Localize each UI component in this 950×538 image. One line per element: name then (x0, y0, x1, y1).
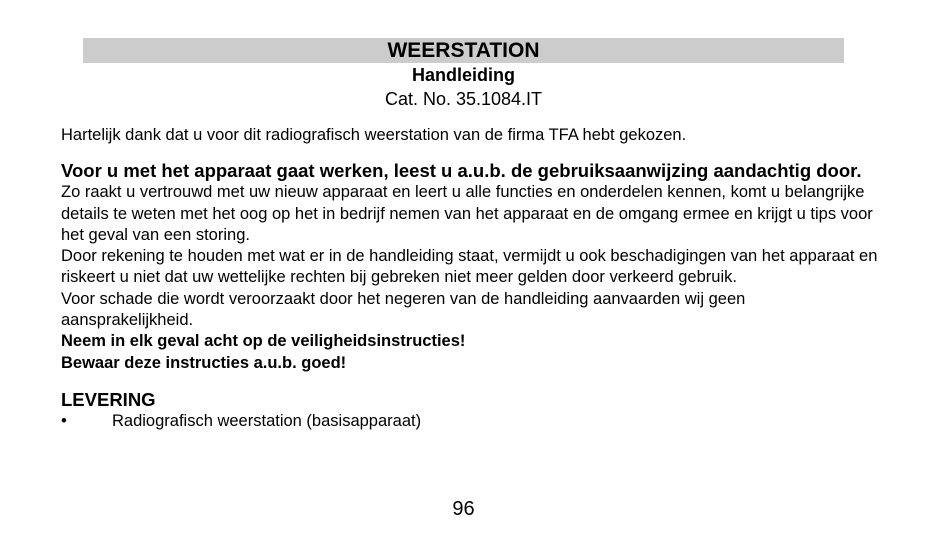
keep-instructions-warning: Bewaar deze instructies a.u.b. goed! (61, 353, 347, 372)
document-body (61, 125, 881, 432)
list-item-text: Radiografisch weerstation (basisapparaat) (112, 411, 422, 430)
levering-heading: LEVERING (61, 388, 156, 410)
document-subtitle: Handleiding (412, 65, 515, 85)
catalog-number: Cat. No. 35.1084.IT (384, 89, 543, 109)
page-number: 96 (452, 498, 475, 520)
body-paragraph: Voor schade die wordt veroorzaakt door het negeren van de handleiding aanvaarden wij geen aansprakelijkheid. (61, 289, 746, 330)
body-paragraph: Zo raakt u vertrouwd met uw nieuw apparaat en leert u alle functies en onderdelen kennen, komt u belangrijke details te weten met het oog op het in bedrijf nemen van het apparaat en de omgang ermee en krijgt u tips voor het geval van een storing. (61, 183, 873, 244)
bullet-icon: • (61, 411, 67, 430)
intro-paragraph: Hartelijk dank dat u voor dit radiografisch weerstation van de firma TFA hebt gekozen. (61, 126, 687, 144)
safety-warning: Neem in elk geval acht op de veiligheidsinstructies! (61, 332, 466, 351)
lead-instruction: Voor u met het apparaat gaat werken, leest u a.u.b. de gebruiksaanwijzing aandachtig door. (61, 160, 862, 182)
document-title: WEERSTATION (83, 38, 844, 63)
body-paragraph: Door rekening te houden met wat er in de handleiding staat, vermijdt u ook beschadigingen van het apparaat en riskeert u niet dat uw wettelijke rechten bij gebreken niet meer gelden door verkeerd gebruik. (61, 247, 878, 287)
list-item (61, 411, 881, 432)
